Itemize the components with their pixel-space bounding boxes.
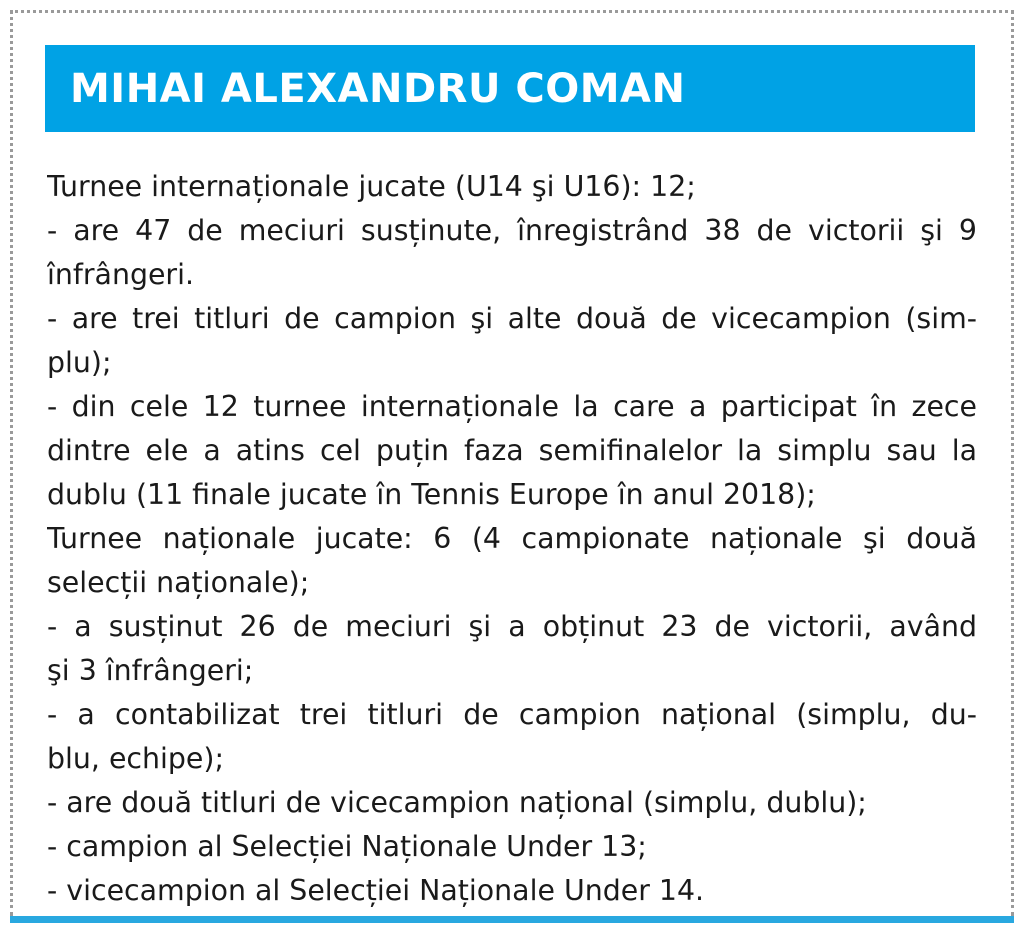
text-line: - din cele 12 turnee internaționale la care a participat în zece [47,390,977,423]
player-name-title: MIHAI ALEXANDRU COMAN [70,65,686,112]
text-line: dintre ele a atins cel puțin faza semifinalelor la simplu sau la [47,434,977,467]
text-line: Turnee internaționale jucate (U14 şi U16): 12; [47,170,696,203]
text-line: Turnee naționale jucate: 6 (4 campionate naționale şi două [47,522,977,555]
text-line: dublu (11 finale jucate în Tennis Europe în anul 2018); [47,478,816,511]
text-line: - a contabilizat trei titluri de campion național (simplu, du- [47,698,977,731]
text-line: selecții naționale); [47,566,310,599]
text-line: şi 3 înfrângeri; [47,654,254,687]
text-line: înfrângeri. [47,258,195,291]
bottom-rule [10,916,1014,923]
text-line: - are 47 de meciuri susținute, înregistrând 38 de victorii şi 9 [47,214,977,247]
text-line: - are trei titluri de campion şi alte două de vicecampion (sim- [47,302,977,335]
text-line: plu); [47,346,112,379]
text-line: - vicecampion al Selecției Naționale Under 14. [47,874,705,907]
text-line: blu, echipe); [47,742,225,775]
text-line: - campion al Selecției Naționale Under 13; [47,830,647,863]
title-bar [45,45,975,132]
stats-text-block [47,165,977,913]
text-line: - a susținut 26 de meciuri şi a obținut 23 de victorii, având [47,610,977,643]
text-line: - are două titluri de vicecampion național (simplu, dublu); [47,786,867,819]
